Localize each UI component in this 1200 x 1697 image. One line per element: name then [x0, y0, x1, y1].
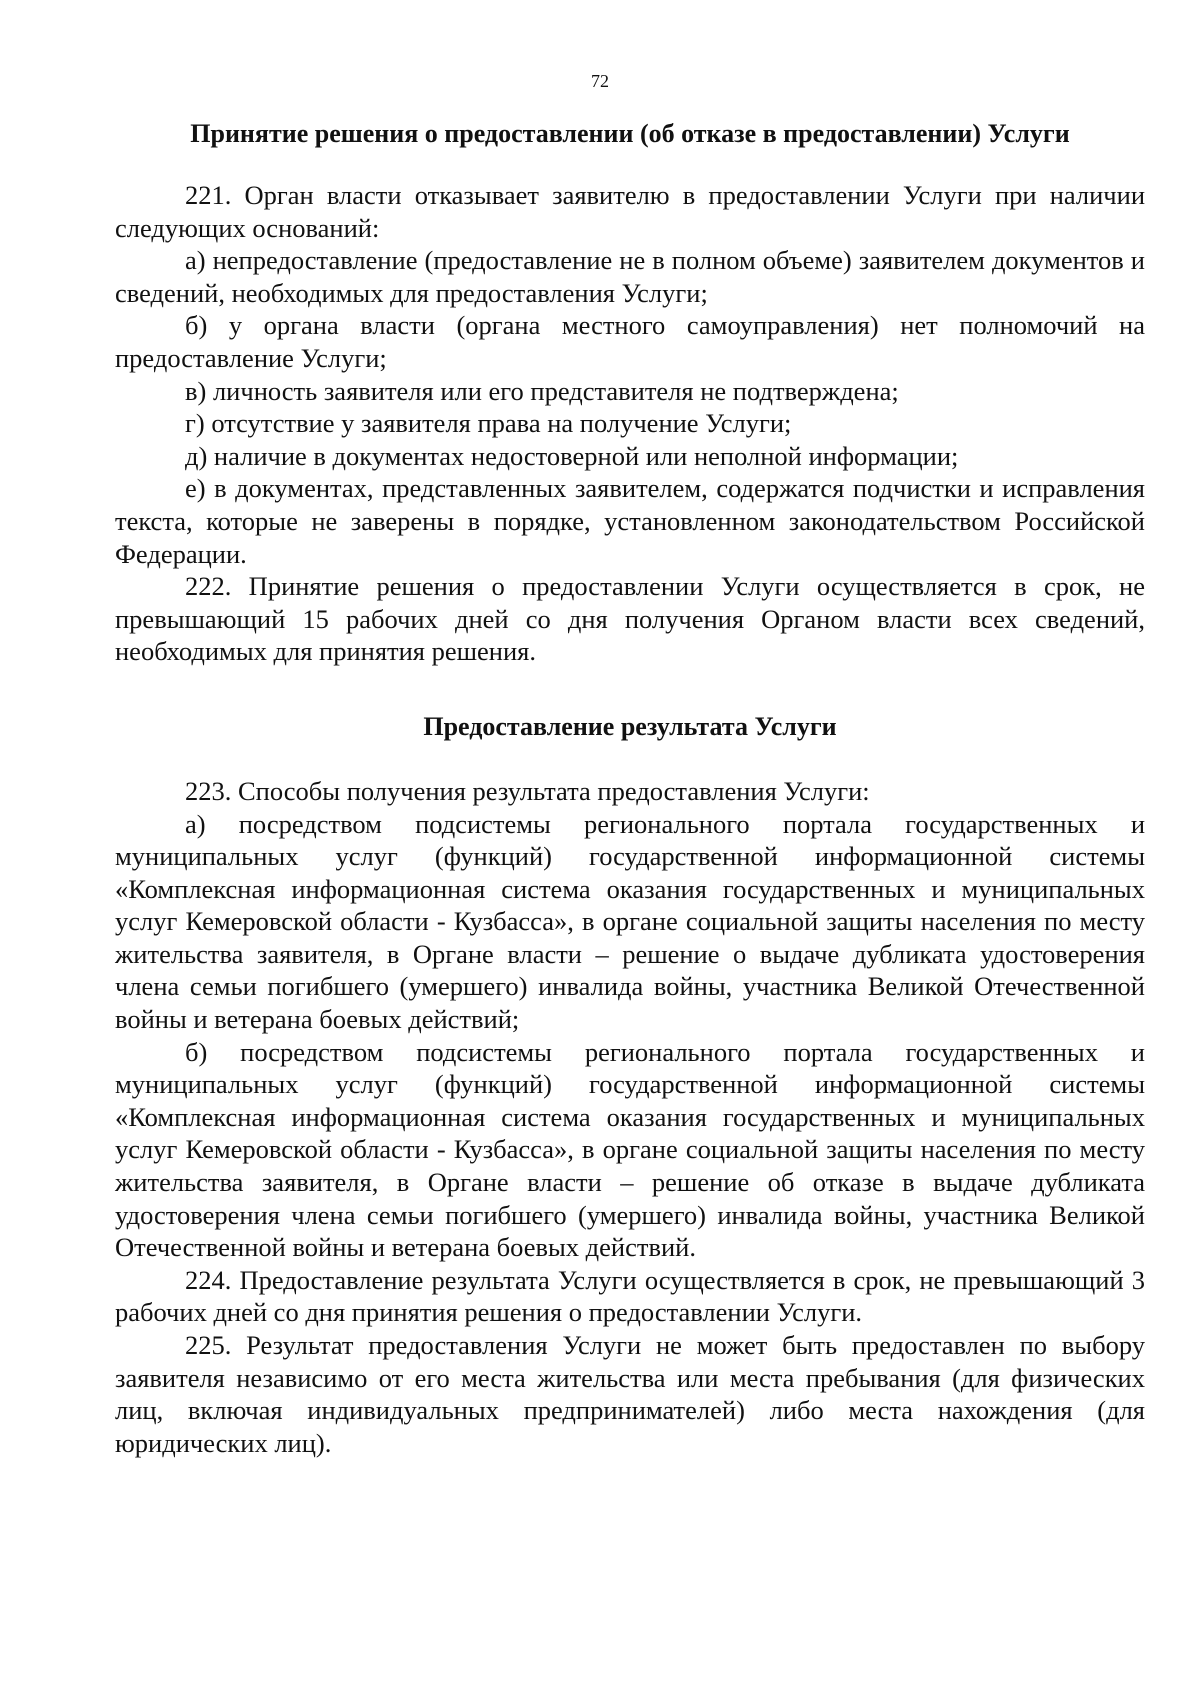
list-item-g-refusal-basis: г) отсутствие у заявителя права на получение Услуги;: [185, 408, 792, 439]
list-item-d-refusal-basis: д) наличие в документах недостоверной или неполной информации;: [185, 440, 959, 471]
paragraph-223: 223. Способы получения результата предоставления Услуги:: [185, 775, 870, 806]
list-item-v-refusal-basis: в) личность заявителя или его представителя не подтверждена;: [185, 375, 899, 406]
document-body: [115, 118, 1145, 1459]
list-item-b-refusal-basis: б) у органа власти (органа местного самоуправления) нет полномочий на предоставление Услуги;: [115, 310, 1145, 373]
list-item-a-result-method: а) посредством подсистемы регионального портала государственных и муниципальных услуг (функций) государственной информационной системы «Комплексная информационная система оказания государственных и муниципальных услуг Кемеровской области - Кузбасса», в органе социальной защиты населения по месту жительства заявителя, в Органе власти – решение о выдаче дубликата удостоверения члена семьи погибшего (умершего) инвалида войны, участника Великой Отечественной войны и ветерана боевых действий;: [115, 808, 1145, 1035]
page-number: 72: [591, 71, 609, 91]
section-heading-decision: Принятие решения о предоставлении (об отказе в предоставлении) Услуги: [190, 119, 1070, 148]
section-heading-result: Предоставление результата Услуги: [423, 711, 837, 741]
paragraph-222: 222. Принятие решения о предоставлении Услуги осуществляется в срок, не превышающий 15 рабочих дней со дня получения Органом власти всех сведений, необходимых для принятия решения.: [115, 571, 1145, 667]
list-item-a-refusal-basis: а) непредоставление (предоставление не в полном объеме) заявителем документов и сведений, необходимых для предоставления Услуги;: [115, 245, 1145, 308]
list-item-e-refusal-basis: е) в документах, представленных заявителем, содержатся подчистки и исправления текста, которые не заверены в порядке, установленном законодательством Российской Федерации.: [115, 473, 1145, 569]
paragraph-225: 225. Результат предоставления Услуги не может быть предоставлен по выбору заявителя независимо от его места жительства или места пребывания (для физических лиц, включая индивидуальных предпринимателей) либо места нахождения (для юридических лиц).: [115, 1330, 1145, 1458]
list-item-b-result-method: б) посредством подсистемы регионального портала государственных и муниципальных услуг (функций) государственной информационной системы «Комплексная информационная система оказания государственных и муниципальных услуг Кемеровской области - Кузбасса», в органе социальной защиты населения по месту жительства заявителя, в Органе власти – решение об отказе в выдаче дубликата удостоверения члена семьи погибшего (умершего) инвалида войны, участника Великой Отечественной войны и ветерана боевых действий.: [115, 1036, 1145, 1263]
paragraph-221: 221. Орган власти отказывает заявителю в предоставлении Услуги при наличии следующих оснований:: [115, 180, 1145, 243]
paragraph-224: 224. Предоставление результата Услуги осуществляется в срок, не превышающий 3 рабочих дней со дня принятия решения о предоставлении Услуги.: [115, 1264, 1145, 1328]
